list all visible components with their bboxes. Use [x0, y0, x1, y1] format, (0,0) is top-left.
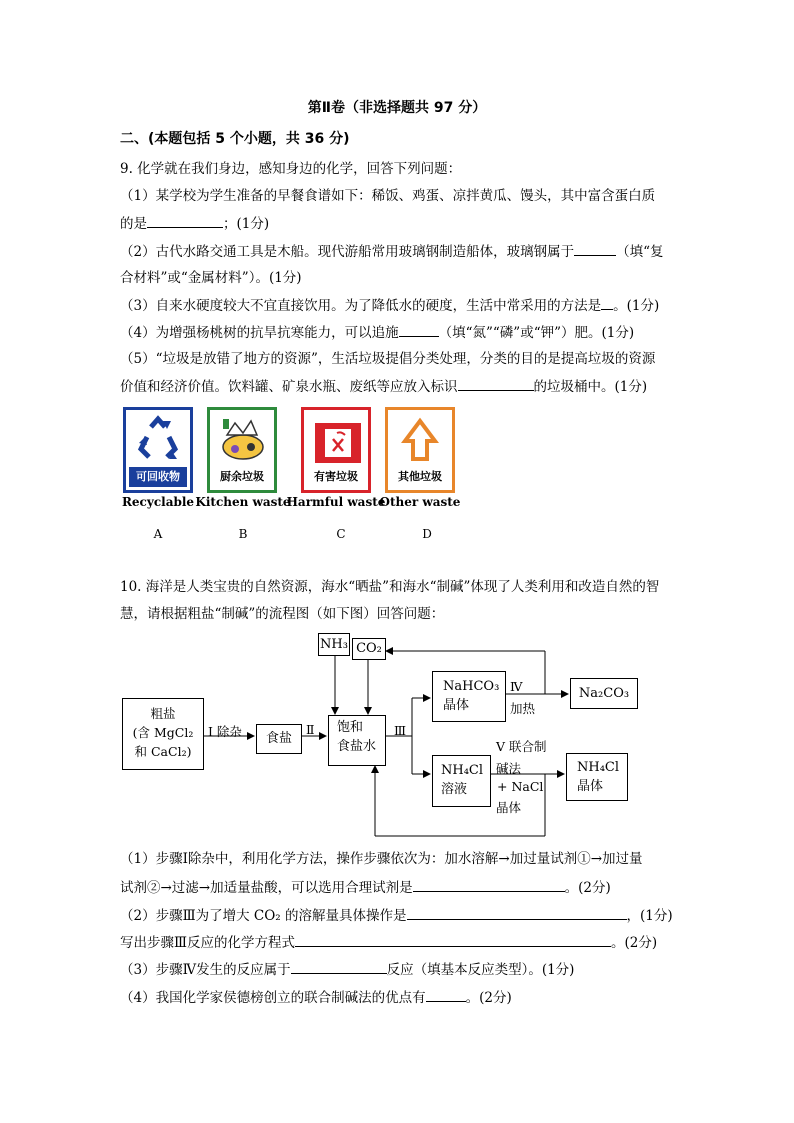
- q9-part2-line-a: （2）古代水路交通工具是木船。现代游船常用玻璃钢制造船体，玻璃钢属于 （填“复: [120, 244, 664, 260]
- step4-heating-label: 加热: [510, 701, 536, 716]
- bin-caption-en: Harmful waste: [286, 495, 386, 509]
- nahco3-box: NaHCO₃ 晶体: [432, 671, 506, 722]
- step5-add-nacl-label: + NaCl: [497, 779, 544, 794]
- q10-part4: （4）我国化学家侯德榜创立的联合制碱法的优点有 。(2分): [120, 990, 512, 1006]
- na2co3-box: Na₂CO₃: [570, 678, 638, 709]
- answer-blank[interactable]: [295, 933, 611, 947]
- q10-stem-a: 10. 海洋是人类宝贵的自然资源，海水“晒盐”和海水“制碱”体现了人类利用和改造自然的智: [120, 579, 660, 595]
- step4-label: Ⅳ: [510, 679, 523, 694]
- paper-part-title: 第Ⅱ卷（非选择题共 97 分）: [307, 100, 487, 116]
- bin-label-cn: 其他垃圾: [391, 467, 449, 487]
- bin-caption-en: Kitchen waste: [195, 495, 291, 509]
- section-heading: 二、(本题包括 5 个小题，共 36 分): [120, 131, 350, 147]
- bin-caption-en: Recyclable: [121, 495, 195, 509]
- co2-box: CO₂: [352, 638, 386, 660]
- bin-label-cn: 厨余垃圾: [213, 467, 271, 487]
- q10-part2-line-b: 写出步骤Ⅲ反应的化学方程式 。(2分): [120, 935, 658, 951]
- answer-blank[interactable]: [426, 988, 466, 1002]
- answer-blank[interactable]: [413, 878, 565, 892]
- option-letter: D: [422, 527, 432, 541]
- step5-method-label: 碱法: [496, 761, 522, 776]
- q9-part1-line-a: （1）某学校为学生准备的早餐食谱如下：稀饭、鸡蛋、凉拌黄瓜、馒头，其中富含蛋白质: [120, 188, 656, 204]
- q9-part3: （3）自来水硬度较大不宜直接饮用。为了降低水的硬度，生活中常采用的方法是 。(1分): [120, 298, 660, 314]
- option-letter: B: [238, 527, 248, 541]
- option-letter: A: [153, 527, 163, 541]
- step1-label: Ⅰ 除杂: [208, 724, 242, 739]
- q10-stem-b: 慧，请根据粗盐“制碱”的流程图（如下图）回答问题：: [120, 606, 445, 622]
- q10-part2-line-a: （2）步骤Ⅲ为了增大 CO₂ 的溶解量具体操作是 ，(1分): [120, 908, 673, 924]
- q9-part2-line-b: 合材料”或“金属材料”）。(1分): [120, 270, 302, 286]
- step3-label: Ⅲ: [394, 723, 407, 738]
- q10-part3: （3）步骤Ⅳ发生的反应属于 反应（填基本反应类型）。(1分): [120, 962, 575, 978]
- bin-caption-en: Other waste: [379, 495, 461, 509]
- step5-label: Ⅴ 联合制: [496, 739, 547, 754]
- nh4cl-crystal-box: NH₄Cl 晶体: [566, 753, 628, 801]
- q9-part1-line-b: 的是 ；(1分): [120, 216, 270, 232]
- nh3-box: NH₃: [318, 633, 350, 656]
- q10-part1-line-a: （1）步骤Ⅰ除杂中，利用化学方法，操作步骤依次为：加水溶解→加过量试剂①→加过量: [120, 851, 643, 867]
- q10-part1-line-b: 试剂②→过滤→加适量盐酸，可以选用合理试剂是 。(2分): [120, 880, 611, 896]
- q9-part4: （4）为增强杨桃树的抗旱抗寒能力，可以追施 （填“氮”“磷”或“钾”）肥。(1分): [120, 325, 635, 341]
- answer-blank[interactable]: [407, 906, 627, 920]
- crude-salt-box: 粗盐 (含 MgCl₂ 和 CaCl₂): [122, 698, 204, 770]
- step2-label: Ⅱ: [306, 722, 315, 737]
- q9-stem: 9. 化学就在我们身边，感知身边的化学，回答下列问题：: [120, 161, 462, 177]
- answer-blank[interactable]: [291, 960, 387, 974]
- nh4cl-solution-box: NH₄Cl 溶液: [432, 755, 491, 807]
- salt-box: 食盐: [256, 724, 302, 754]
- saturated-brine-box: 饱和 食盐水: [328, 715, 386, 766]
- step5-crystal-label: 晶体: [496, 800, 522, 815]
- option-letter: C: [336, 527, 346, 541]
- q9-part5-line-a: （5）“垃圾是放错了地方的资源”，生活垃圾提倡分类处理，分类的目的是提高垃圾的资源: [120, 351, 656, 367]
- bin-label-cn: 可回收物: [129, 467, 187, 487]
- bin-label-cn: 有害垃圾: [307, 467, 365, 487]
- q9-part5-line-b: 价值和经济价值。饮料罐、矿泉水瓶、废纸等应放入标识 的垃圾桶中。(1分): [120, 379, 648, 395]
